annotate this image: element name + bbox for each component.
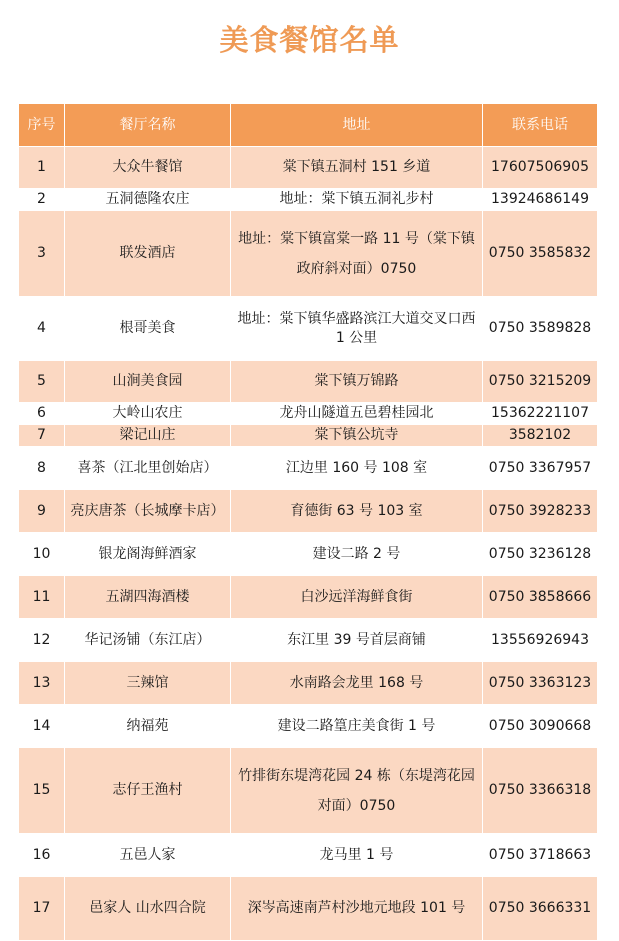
cell-phone: 0750 3666331 [483, 877, 598, 941]
table-row [19, 361, 598, 403]
table-body [19, 147, 598, 941]
cell-address: 江边里 160 号 108 室 [231, 447, 483, 490]
table-row [19, 211, 598, 297]
table-row [19, 403, 598, 425]
table-row [19, 425, 598, 447]
table-row [19, 619, 598, 662]
cell-name: 根哥美食 [65, 297, 231, 361]
cell-no: 5 [19, 361, 65, 403]
cell-address: 地址：棠下镇五洞礼步村 [231, 189, 483, 211]
cell-name: 亮庆唐茶（长城摩卡店） [65, 490, 231, 533]
cell-no: 16 [19, 834, 65, 877]
cell-address: 地址：棠下镇华盛路滨江大道交叉口西 1 公里 [231, 297, 483, 361]
cell-name: 华记汤铺（东江店） [65, 619, 231, 662]
table-header-row [19, 104, 598, 147]
cell-name: 五邑人家 [65, 834, 231, 877]
cell-name: 山涧美食园 [65, 361, 231, 403]
cell-phone: 0750 3363123 [483, 662, 598, 705]
cell-address: 棠下镇五洞村 151 乡道 [231, 147, 483, 189]
restaurant-table [18, 103, 598, 941]
cell-address: 棠下镇公坑寺 [231, 425, 483, 447]
cell-address: 地址：棠下镇富棠一路 11 号（棠下镇政府斜对面）0750 [231, 211, 483, 297]
cell-phone: 0750 3215209 [483, 361, 598, 403]
cell-phone: 0750 3928233 [483, 490, 598, 533]
cell-no: 6 [19, 403, 65, 425]
cell-name: 三辣馆 [65, 662, 231, 705]
cell-no: 4 [19, 297, 65, 361]
table-row [19, 877, 598, 941]
cell-phone: 0750 3090668 [483, 705, 598, 748]
cell-phone: 13924686149 [483, 189, 598, 211]
table-row [19, 533, 598, 576]
cell-no: 15 [19, 748, 65, 834]
cell-name: 喜茶（江北里创始店） [65, 447, 231, 490]
cell-address: 建设二路 2 号 [231, 533, 483, 576]
cell-name: 志仔王渔村 [65, 748, 231, 834]
cell-phone: 13556926943 [483, 619, 598, 662]
cell-name: 大岭山农庄 [65, 403, 231, 425]
table-row [19, 576, 598, 619]
cell-address: 竹排街东堤湾花园 24 栋（东堤湾花园对面）0750 [231, 748, 483, 834]
cell-address: 龙马里 1 号 [231, 834, 483, 877]
cell-phone: 0750 3366318 [483, 748, 598, 834]
cell-phone: 3582102 [483, 425, 598, 447]
cell-address: 水南路会龙里 168 号 [231, 662, 483, 705]
cell-name: 五湖四海酒楼 [65, 576, 231, 619]
header-no: 序号 [19, 104, 65, 147]
cell-name: 联发酒店 [65, 211, 231, 297]
cell-address: 白沙远洋海鲜食街 [231, 576, 483, 619]
cell-name: 纳福苑 [65, 705, 231, 748]
header-phone: 联系电话 [483, 104, 598, 147]
header-address: 地址 [231, 104, 483, 147]
cell-no: 8 [19, 447, 65, 490]
cell-no: 13 [19, 662, 65, 705]
table-row [19, 490, 598, 533]
cell-phone: 0750 3236128 [483, 533, 598, 576]
cell-no: 9 [19, 490, 65, 533]
cell-name: 邑家人 山水四合院 [65, 877, 231, 941]
cell-name: 梁记山庄 [65, 425, 231, 447]
cell-phone: 0750 3589828 [483, 297, 598, 361]
table-row [19, 447, 598, 490]
cell-name: 大众牛餐馆 [65, 147, 231, 189]
cell-address: 棠下镇万锦路 [231, 361, 483, 403]
table-row [19, 297, 598, 361]
cell-address: 育德街 63 号 103 室 [231, 490, 483, 533]
table-row [19, 748, 598, 834]
cell-address: 建设二路篁庄美食街 1 号 [231, 705, 483, 748]
cell-address: 深岑高速南芦村沙地元地段 101 号 [231, 877, 483, 941]
table-row [19, 662, 598, 705]
cell-phone: 15362221107 [483, 403, 598, 425]
cell-phone: 0750 3585832 [483, 211, 598, 297]
header-name: 餐厅名称 [65, 104, 231, 147]
cell-no: 3 [19, 211, 65, 297]
cell-no: 7 [19, 425, 65, 447]
cell-no: 12 [19, 619, 65, 662]
cell-address: 龙舟山隧道五邑碧桂园北 [231, 403, 483, 425]
cell-name: 银龙阁海鲜酒家 [65, 533, 231, 576]
cell-phone: 0750 3367957 [483, 447, 598, 490]
cell-phone: 0750 3718663 [483, 834, 598, 877]
cell-no: 2 [19, 189, 65, 211]
cell-no: 11 [19, 576, 65, 619]
cell-phone: 17607506905 [483, 147, 598, 189]
cell-no: 14 [19, 705, 65, 748]
cell-no: 10 [19, 533, 65, 576]
page-title: 美食餐馆名单 [219, 23, 400, 57]
table-row [19, 834, 598, 877]
table-row [19, 147, 598, 189]
cell-name: 五洞德隆农庄 [65, 189, 231, 211]
cell-no: 17 [19, 877, 65, 941]
cell-address: 东江里 39 号首层商铺 [231, 619, 483, 662]
table-row [19, 705, 598, 748]
cell-no: 1 [19, 147, 65, 189]
table-row [19, 189, 598, 211]
cell-phone: 0750 3858666 [483, 576, 598, 619]
